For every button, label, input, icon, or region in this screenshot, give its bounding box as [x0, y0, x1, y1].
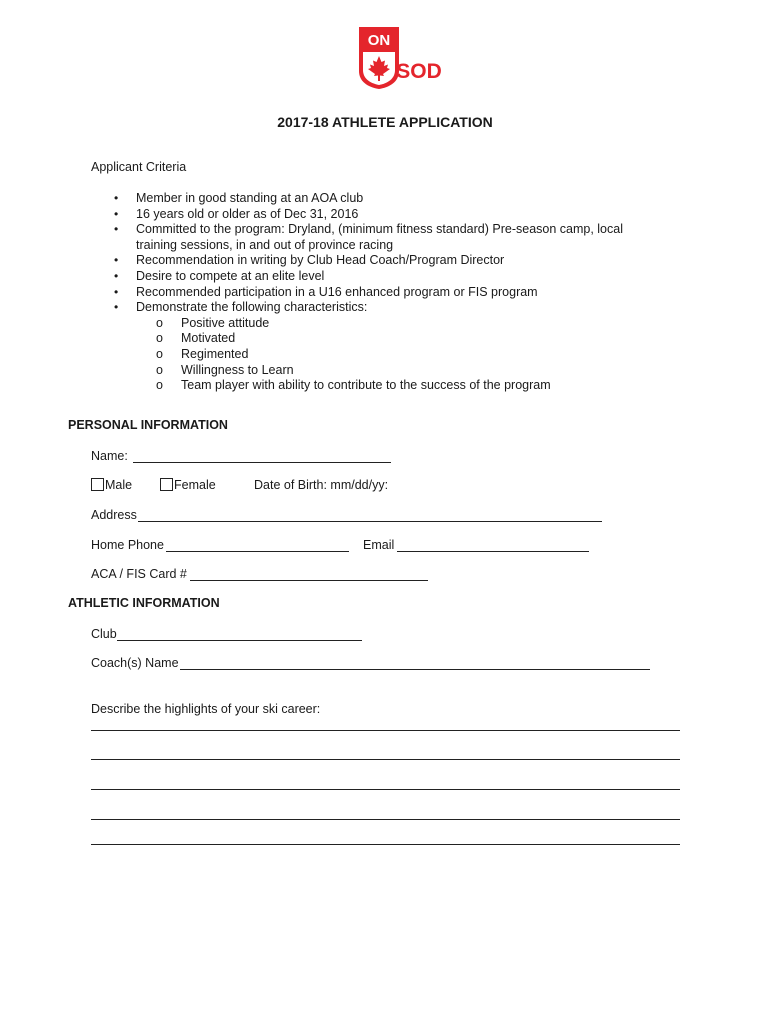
list-item: • Desire to compete at an elite level: [114, 268, 325, 283]
male-checkbox[interactable]: [91, 478, 104, 491]
highlights-line[interactable]: [91, 844, 680, 845]
club-field[interactable]: [117, 640, 362, 641]
on-sod-logo: [357, 25, 441, 94]
female-checkbox[interactable]: [160, 478, 173, 491]
card-field[interactable]: [190, 580, 428, 581]
male-option[interactable]: [91, 478, 132, 492]
sub-list-item: o Willingness to Learn: [156, 362, 294, 377]
female-option[interactable]: [160, 478, 216, 492]
highlights-line[interactable]: [91, 730, 680, 731]
coach-label: Coach(s) Name: [91, 656, 179, 670]
dob-label: Date of Birth: mm/dd/yy:: [254, 478, 389, 492]
criteria-heading: Applicant Criteria: [91, 160, 187, 174]
sub-list-item: o Team player with ability to contribute to the success of the program: [156, 378, 551, 393]
highlights-line[interactable]: [91, 819, 680, 820]
logo-top-text: ON: [367, 32, 391, 49]
address-field[interactable]: [138, 521, 602, 522]
email-field[interactable]: [397, 551, 589, 552]
list-item: • Member in good standing at an AOA club: [114, 191, 364, 205]
coach-field[interactable]: [180, 669, 650, 670]
female-label: Female: [174, 478, 216, 492]
male-label: Male: [105, 478, 133, 492]
highlights-label: Describe the highlights of your ski career:: [91, 702, 321, 716]
sub-list-item: o Regimented: [156, 346, 249, 361]
club-label: Club: [91, 627, 117, 641]
personal-info-heading: PERSONAL INFORMATION: [68, 418, 228, 432]
list-item: • Recommended participation in a U16 enhanced program or FIS program: [114, 284, 538, 299]
athletic-info-heading: ATHLETIC INFORMATION: [68, 596, 220, 610]
highlights-line[interactable]: [91, 759, 680, 760]
criteria-list: [112, 191, 652, 394]
name-label: Name:: [91, 449, 128, 463]
logo-bottom-text: SOD: [396, 60, 441, 83]
name-field[interactable]: [133, 462, 391, 463]
address-label: Address: [91, 508, 137, 522]
list-item: • 16 years old or older as of Dec 31, 2016: [114, 206, 359, 221]
sub-list-item: o Positive attitude: [156, 315, 270, 330]
list-item: • Committed to the program: Dryland, (minimum fitness standard) Pre-season camp, local training sessions, in and out of province racing: [114, 222, 623, 252]
characteristics-list: [136, 316, 652, 394]
card-label: ACA / FIS Card #: [91, 567, 187, 581]
list-item: • Recommendation in writing by Club Head Coach/Program Director: [114, 253, 505, 268]
home-phone-field[interactable]: [166, 551, 349, 552]
highlights-line[interactable]: [91, 789, 680, 790]
home-phone-label: Home Phone: [91, 538, 164, 552]
list-item: • Demonstrate the following characteristics: o Positive attitude o Motivated o Regimented o Willingness to Learn o Team player with ability to contribute to the success of the program: [112, 300, 652, 394]
sub-list-item: o Motivated: [156, 331, 236, 346]
page-title: 2017-18 ATHLETE APPLICATION: [277, 114, 493, 130]
email-label: Email: [363, 538, 395, 552]
